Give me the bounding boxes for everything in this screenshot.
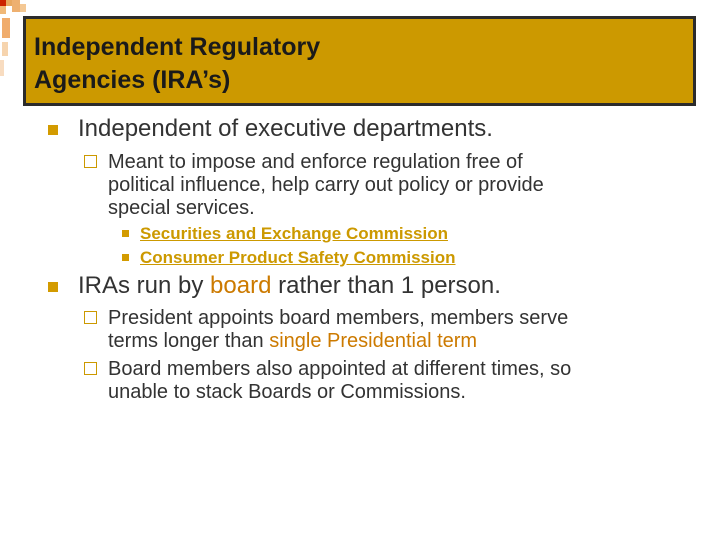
sub-bullet-line: [108, 330, 688, 353]
square-bullet-icon: [48, 125, 58, 135]
corner-decoration: [2, 42, 8, 56]
agency-link-cpsc[interactable]: Consumer Product Safety Commission: [140, 248, 456, 267]
sub-bullet-line: Board members also appointed at different times, so: [108, 358, 572, 380]
slide-title-line-2: Agencies (IRA’s): [34, 66, 231, 94]
sub-bullet-text: [108, 151, 688, 220]
sub-bullet-line: special services.: [108, 197, 255, 219]
slide-title-line-1: Independent Regulatory: [34, 33, 321, 61]
accent-text-board: board: [210, 272, 272, 299]
small-square-bullet-icon: [122, 254, 129, 261]
corner-decoration: [12, 0, 20, 12]
sub-bullet-line: political influence, help carry out policy or provide: [108, 174, 544, 196]
accent-text-term: single Presidential term: [269, 330, 478, 352]
sub-bullet-text: [108, 307, 688, 353]
corner-decoration: [0, 6, 6, 14]
corner-decoration: [0, 60, 4, 76]
small-square-bullet-icon: [122, 230, 129, 237]
sub-bullet-line: Meant to impose and enforce regulation free of: [108, 151, 523, 173]
corner-decoration: [20, 4, 26, 12]
slide-title-box: [23, 16, 696, 106]
hollow-box-bullet-icon: [84, 155, 97, 168]
agency-link-sec[interactable]: Securities and Exchange Commission: [140, 224, 448, 243]
text-segment: rather than 1 person.: [271, 272, 501, 299]
bullet-point-text: Independent of executive departments.: [78, 115, 493, 142]
text-segment: IRAs run by: [78, 272, 211, 299]
sub-bullet-line: unable to stack Boards or Commissions.: [108, 381, 466, 403]
corner-decoration: [2, 18, 10, 38]
sub-bullet-line: President appoints board members, members serve: [108, 307, 569, 329]
text-segment: terms longer than: [108, 330, 270, 352]
bullet-point-text: [78, 272, 501, 300]
hollow-box-bullet-icon: [84, 362, 97, 375]
sub-bullet-text: [108, 358, 688, 404]
square-bullet-icon: [48, 282, 58, 292]
hollow-box-bullet-icon: [84, 311, 97, 324]
